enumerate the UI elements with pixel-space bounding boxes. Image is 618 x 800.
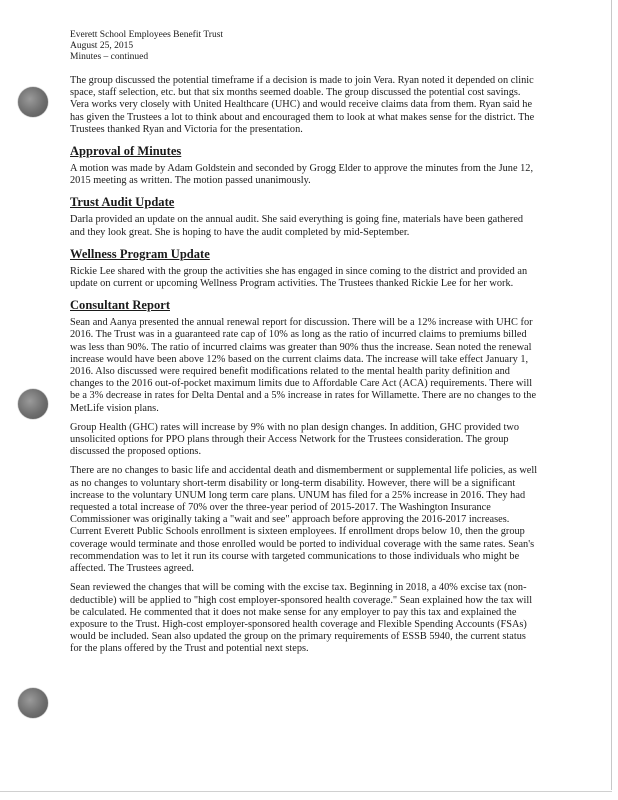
document-body: [70, 75, 538, 663]
heading-approval-of-minutes: Approval of Minutes: [70, 144, 182, 159]
heading-trust-audit-update: Trust Audit Update: [70, 195, 175, 210]
header-date: August 25, 2015: [70, 41, 134, 51]
document-header: [70, 30, 223, 63]
binder-hole-middle: [18, 389, 48, 419]
consultant-paragraph-4: Sean reviewed the changes that will be coming with the excise tax. Beginning in 2018, a 40% excise tax (non-deductible) will be applied to "high cost employer-sponsored health coverage." Sean explained how the tax will be calculated. He commented that it does not make sense for any employer to pay this tax and explained the exposure to the Trust. High-cost employer-sponsored health coverage and Flexible Spending Accounts (FSAs) would be included. Sean also updated the group on the primary requirements of ESSB 5940, the current status for the plans offered by the Trust and potential next steps.: [70, 582, 533, 655]
intro-paragraph: The group discussed the potential timeframe if a decision is made to join Vera. Ryan noted it depended on clinic space, staff selection, etc. but that six months seemed doable. The group discussed the potential cost savings. Vera works very closely with United Healthcare (UHC) and would receive claims data from them. Ryan said he has given the Trustees a lot to think about and encouraged them to look at what makes sense for the district. The Trustees thanked Ryan and Victoria for the presentation.: [70, 75, 535, 135]
consultant-paragraph-3: There are no changes to basic life and accidental death and dismemberment or supplemental life policies, as well as no changes to voluntary short-term disability or long-term disability. However, there will be a significant increase to the voluntary UNUM long term care plans. UNUM has filed for a 25% increase in 2016. They had requested a total increase of 70% over the three-year period of 2015-2017. The Washington Insurance Commissioner was originally taking a "wait and see" approach before approving the 2016-2017 increases. Current Everett Public Schools enrollment is sixteen employees. If enrollment drops below 10, then the group coverage would terminate and those enrolled would be ported to individual coverage with the same rates. Sean's recommendation was to let it run its course with targeted communications to those individuals who might be affected. The Trustees agreed.: [70, 465, 538, 575]
heading-wellness-program-update: Wellness Program Update: [70, 246, 210, 261]
consultant-paragraph-1: Sean and Aanya presented the annual renewal report for discussion. There will be a 12% increase with UHC for 2016. The Trust was in a guaranteed rate cap of 10% as long as the ratio of incurred claims to premiums billed was less than 90%. The ratio of incurred claims was greater than 90% thus the increase. Sean noted the renewal increase would have been above 12% based on the current claims data. The increase will take effect January 1, 2016. Also discussed were required benefit modifications related to the mental health parity definition and changes to the 2016 out-of-pocket maximum limits due to Affordable Care Act (ACA) requirements. There will be a 3% decrease in rates for Delta Dental and a 5% increase in rates for Willamette. There are no changes to the MetLife vision plans.: [70, 317, 537, 414]
header-subtitle: Minutes – continued: [70, 52, 149, 62]
header-org: Everett School Employees Benefit Trust: [70, 30, 224, 40]
wellness-paragraph: Rickie Lee shared with the group the activities she has engaged in since coming to the district and provided an update on current or upcoming Wellness Program activities. The Trustees thanked Rickie Lee for her work.: [70, 265, 528, 290]
binder-hole-top: [18, 87, 48, 117]
binder-hole-bottom: [18, 688, 48, 718]
heading-consultant-report: Consultant Report: [70, 298, 170, 313]
audit-paragraph: Darla provided an update on the annual audit. She said everything is going fine, materials have been gathered and they look great. She is hoping to have the audit completed by mid-September.: [70, 214, 524, 238]
approval-paragraph: A motion was made by Adam Goldstein and seconded by Grogg Elder to approve the minutes from the June 12, 2015 meeting as written. The motion passed unanimously.: [70, 163, 534, 187]
page-edge-bottom: [0, 791, 612, 792]
consultant-paragraph-2: Group Health (GHC) rates will increase by 9% with no plan design changes. In addition, GHC provided two unsolicited options for PPO plans through their Access Network for the Trustees consideration. The group discussed the proposed options.: [70, 421, 520, 458]
page-edge-right: [611, 0, 612, 790]
